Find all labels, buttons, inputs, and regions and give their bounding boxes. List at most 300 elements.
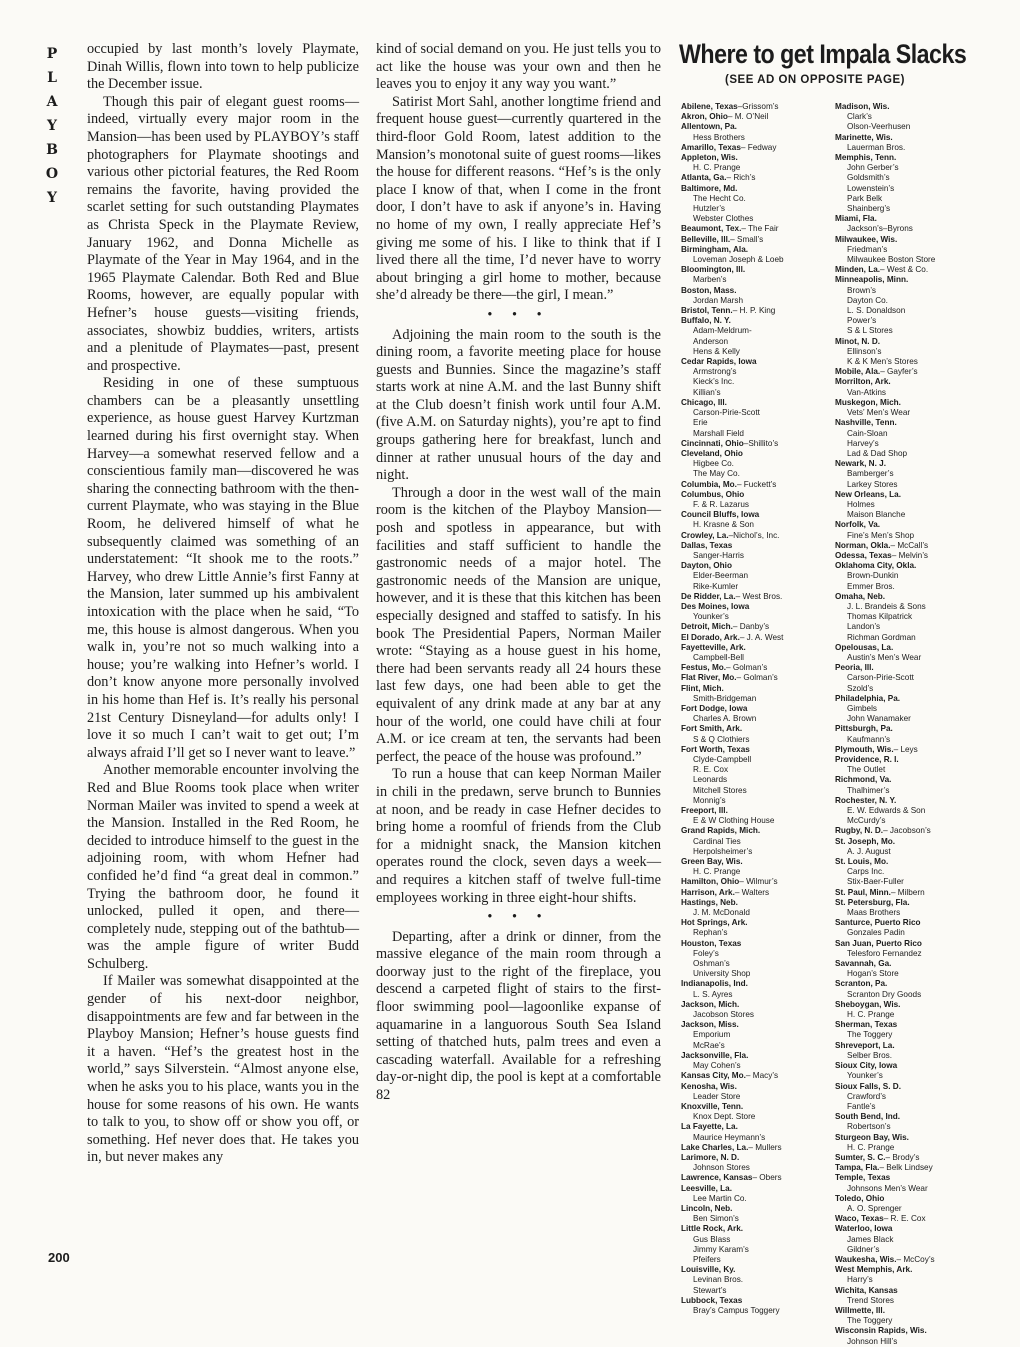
store-city — [681, 1020, 831, 1030]
store-name: Maison Blanche — [847, 510, 906, 520]
city-name: Crowley, La. — [681, 530, 729, 540]
article-paragraph: Through a door in the west wall of the main room is the kitchen of the Playboy Mansion—posh and spotless in appearance, but with facilities and staff sufficient to handle the gastronomic needs of a major hotel. The gastronomic needs of the Mansion are unique, however, and it is these that this kitchen has been especially designed and staffed to satisfy. In his book The Presidential Papers, Norman Mailer wrote: “Staying as a house guest in his home, there had been servants ready all 24 hours these last few days, one had been able to get the equivalent of any drink made at any bar at any hour of the world, one could have chili at four A.M. or ice cream at ten, the servants had been perfect, the peace of the house was profound.” — [376, 484, 661, 765]
city-name: Waukesha, Wis. — [835, 1254, 897, 1264]
store-name: Bamberger’s — [847, 469, 894, 479]
city-name: St. Louis, Mo. — [835, 857, 889, 867]
city-name: Rugby, N. D. — [835, 826, 884, 836]
store-city — [681, 602, 831, 612]
store-city — [681, 265, 831, 275]
city-name: Peoria, Ill. — [835, 663, 874, 673]
city-name: Larimore, N. D. — [681, 1152, 740, 1162]
store-city — [835, 755, 985, 765]
store-city — [835, 459, 985, 469]
store-name: Jacobson Stores — [693, 1010, 754, 1020]
masthead-letter: O — [45, 166, 59, 182]
city-name: Grand Rapids, Mich. — [681, 826, 761, 836]
store-name: Foley’s — [693, 948, 719, 958]
city-name: Atlanta, Ga. — [681, 173, 727, 183]
city-name: Lake Charles, La. — [681, 1142, 749, 1152]
city-name: Plymouth, Wis. — [835, 744, 894, 754]
store-name: H. C. Prange — [693, 163, 741, 173]
store-name: – Walters — [734, 887, 770, 897]
store-city — [681, 1265, 831, 1275]
city-name: Madison, Wis. — [835, 102, 890, 111]
masthead-letter: Y — [47, 118, 57, 134]
store-name: Oshman’s — [693, 959, 730, 969]
store-name: – West & Co. — [880, 265, 929, 275]
city-name: Marinette, Wis. — [835, 132, 893, 142]
store-city — [835, 592, 985, 602]
city-name: Pittsburgh, Pa. — [835, 724, 893, 734]
store-city — [835, 1082, 985, 1092]
store-city — [835, 1214, 985, 1224]
article-paragraph: Though this pair of elegant guest rooms—indeed, virtually every major room in the Mansion—has been used by PLAYBOY’s staff photographers for Playmate shootings and various other pictorial features, the Red Room remains the favorite, having provided the scarlet setting for such outstanding Playmates as Christa Speck in the Playmate Review, January 1962, and Donna Michelle as Playmate of the Year in May 1964, and in the 1965 Playmate Calendar. Both Red and Blue Rooms, however, are equally popular with Hefner’s house guests—visiting friends, associates, showbiz buddies, writers, artists and a plenitude of Playmates—past, present and prospective. — [87, 93, 359, 374]
store-city — [835, 235, 985, 245]
city-name: Willmette, Ill. — [835, 1305, 885, 1315]
store-name: Johnson Hill’s — [847, 1336, 898, 1346]
store-name: Larkey Stores — [847, 479, 898, 489]
city-name: Festus, Mo. — [681, 663, 727, 673]
store-name: Goldsmith’s — [847, 173, 890, 183]
store-city — [835, 1061, 985, 1071]
city-name: Norfolk, Va. — [835, 520, 881, 530]
masthead-letter: A — [46, 94, 58, 110]
store-city — [681, 449, 831, 459]
city-name: Odessa, Texas — [835, 550, 892, 560]
store-name: Marben’s — [693, 275, 727, 285]
city-name: Sioux City, Iowa — [835, 1061, 898, 1071]
store-name: – Danby’s — [732, 622, 770, 632]
store-name: Harry’s — [847, 1275, 873, 1285]
store-name: – Rich’s — [726, 173, 756, 183]
store-city — [835, 918, 985, 928]
store-name: – Golman’s — [736, 673, 778, 683]
city-name: Cleveland, Ohio — [681, 448, 743, 458]
store-name: – The Fair — [741, 224, 779, 234]
city-name: Newark, N. J. — [835, 459, 886, 469]
store-name: Holmes — [847, 499, 875, 509]
store-city — [835, 1153, 985, 1163]
store-city — [681, 673, 831, 683]
store-name: Cain-Sloan — [847, 428, 888, 438]
store-city — [681, 1224, 831, 1234]
store-name: A. J. August — [847, 846, 891, 856]
city-name: Freeport, Ill. — [681, 806, 728, 816]
store-city — [835, 663, 985, 673]
store-name: – Small’s — [730, 234, 764, 244]
store-name: Emmer Bros. — [847, 581, 895, 591]
city-name: Louisville, Ky. — [681, 1265, 736, 1275]
store-name: Gus Blass — [693, 1234, 731, 1244]
sidebar-subtitle: (SEE AD ON OPPOSITE PAGE) — [725, 74, 905, 86]
store-list-column-1 — [681, 102, 831, 1316]
store-city — [835, 643, 985, 653]
city-name: Council Bluffs, Iowa — [681, 510, 760, 520]
city-name: Amarillo, Texas — [681, 142, 741, 152]
store-city — [681, 1051, 831, 1061]
sidebar-title: Where to get Impala Slacks — [679, 39, 967, 69]
store-name: Richman Gordman — [847, 632, 916, 642]
city-name: Houston, Texas — [681, 938, 742, 948]
store-name: Landon’s — [847, 622, 881, 632]
city-name: Indianapolis, Ind. — [681, 979, 748, 989]
store-name: Herpolsheimer’s — [693, 846, 753, 856]
store-name: Ben Simon’s — [693, 1214, 739, 1224]
store-city — [835, 1041, 985, 1051]
store-name: The May Co. — [693, 469, 740, 479]
store-city — [835, 367, 985, 377]
store-city — [681, 1000, 831, 1010]
store-name: Lad & Dad Shop — [847, 448, 908, 458]
magazine-masthead-vertical — [40, 42, 64, 210]
store-city — [835, 837, 985, 847]
store-name: – Wilmur’s — [739, 877, 778, 887]
city-name: Bloomington, Ill. — [681, 265, 746, 275]
store-name: McCurdy’s — [847, 816, 886, 826]
store-name: – Milbern — [890, 887, 925, 897]
store-name: Jimmy Karam’s — [693, 1244, 749, 1254]
store-name: – J. A. West — [739, 632, 784, 642]
store-city — [835, 265, 985, 275]
store-name: Gimbels — [847, 703, 878, 713]
store-city — [835, 541, 985, 551]
city-name: Sturgeon Bay, Wis. — [835, 1132, 909, 1142]
store-name: Hutzler’s — [693, 204, 726, 214]
store-city — [835, 939, 985, 949]
store-name: – Jacobson’s — [883, 826, 931, 836]
store-city — [835, 377, 985, 387]
store-city — [681, 184, 831, 194]
store-city — [681, 1122, 831, 1132]
store-name: Johnson Stores — [693, 1163, 750, 1173]
store-name: Mitchell Stores — [693, 785, 747, 795]
store-name: Carson-Pirie-Scott — [847, 673, 914, 683]
city-name: Kenosha, Wis. — [681, 1081, 737, 1091]
store-city — [835, 275, 985, 285]
store-city — [681, 122, 831, 132]
store-name: Carson-Pirie-Scott — [693, 408, 760, 418]
store-name: Leader Store — [693, 1091, 741, 1101]
city-name: Lubbock, Texas — [681, 1295, 743, 1305]
city-name: Green Bay, Wis. — [681, 857, 743, 867]
store-city — [681, 235, 831, 245]
article-paragraph: If Mailer was somewhat disappointed at the gender of his next-door neighbor, disappointments are few and far between in the Playboy Mansion; Hefner’s house guests find it a haven. “Hef’s the greatest host in the world,” says Silverstein. “Almost anyone else, when he asks you to his place, wants you in the house for some reasons of his own. He wants to talk to you, to show off or show you off, or something. Hef never does that. He takes you in, but never makes any — [87, 973, 359, 1166]
store-city — [835, 857, 985, 867]
store-name: Stix-Baer-Fuller — [847, 877, 904, 887]
city-name: Sheboygan, Wis. — [835, 999, 901, 1009]
city-name: Baltimore, Md. — [681, 183, 738, 193]
store-city — [835, 551, 985, 561]
store-name: Milwaukee Boston Store — [847, 255, 936, 265]
masthead-letter: B — [46, 142, 58, 158]
store-name: Dayton Co. — [847, 295, 888, 305]
city-name: Allentown, Pa. — [681, 122, 737, 132]
store-city — [835, 153, 985, 163]
city-name: Birmingham, Ala. — [681, 244, 749, 254]
store-city — [835, 796, 985, 806]
store-name: L. S. Ayres — [693, 989, 733, 999]
impala-slacks-store-list — [679, 38, 967, 1346]
store-name: Bray’s Campus Toggery — [693, 1305, 780, 1315]
city-name: Flat River, Mo. — [681, 673, 737, 683]
store-name: S & Q Clothiers — [693, 734, 750, 744]
store-list-column-2 — [835, 102, 985, 1347]
store-city — [681, 286, 831, 296]
store-city — [681, 592, 831, 602]
city-name: Wisconsin Rapids, Wis. — [835, 1326, 927, 1336]
store-name: Lee Martin Co. — [693, 1193, 747, 1203]
store-city — [681, 173, 831, 183]
store-city — [835, 1133, 985, 1143]
store-name: Harvey’s — [847, 438, 879, 448]
store-city — [835, 694, 985, 704]
city-name: La Fayette, La. — [681, 1122, 738, 1132]
store-name: – Gayfer’s — [880, 367, 918, 377]
store-name: Anderson — [693, 336, 729, 346]
store-name: Thomas Kilpatrick — [847, 612, 913, 622]
store-name: The Hecht Co. — [693, 193, 746, 203]
store-city — [681, 622, 831, 632]
store-city — [835, 398, 985, 408]
city-name: Minot, N. D. — [835, 336, 881, 346]
city-name: Sumter, S. C. — [835, 1152, 886, 1162]
store-name: Scranton Dry Goods — [847, 989, 922, 999]
store-city — [681, 806, 831, 816]
store-city — [681, 1184, 831, 1194]
city-name: Morrilton, Ark. — [835, 377, 891, 387]
city-name: Bristol, Tenn. — [681, 306, 733, 316]
store-name: Higbee Co. — [693, 459, 734, 469]
article-column-2 — [376, 41, 661, 1105]
store-name: –Nichol’s, Inc. — [728, 530, 780, 540]
city-name: St. Joseph, Mo. — [835, 836, 896, 846]
city-name: Dallas, Texas — [681, 540, 733, 550]
store-name: The Outlet — [847, 765, 886, 775]
store-name: Telesforo Fernandez — [847, 948, 922, 958]
city-name: Fayetteville, Ark. — [681, 642, 746, 652]
store-city — [681, 663, 831, 673]
store-name: Erie — [693, 418, 708, 428]
city-name: Des Moines, Iowa — [681, 601, 750, 611]
store-name: –Shillito’s — [743, 438, 779, 448]
store-city — [835, 1112, 985, 1122]
city-name: San Juan, Puerto Rico — [835, 938, 922, 948]
store-city — [835, 1265, 985, 1275]
city-name: Abilene, Texas — [681, 102, 738, 111]
store-city — [681, 112, 831, 122]
city-name: Philadelphia, Pa. — [835, 693, 901, 703]
store-city — [681, 1102, 831, 1112]
store-name: – Brody’s — [885, 1152, 920, 1162]
store-city — [835, 1326, 985, 1336]
store-name: Ellinson’s — [847, 346, 882, 356]
city-name: Memphis, Tenn. — [835, 153, 897, 163]
store-city — [681, 316, 831, 326]
store-name: S & L Stores — [847, 326, 893, 336]
masthead-letter: P — [46, 46, 58, 62]
city-name: Buffalo, N. Y. — [681, 316, 731, 326]
store-name: H. C. Prange — [847, 1142, 895, 1152]
store-name: Kaufmann’s — [847, 734, 891, 744]
city-name: Beaumont, Tex. — [681, 224, 742, 234]
store-name: –Grissom’s — [737, 102, 779, 111]
store-name: Brown-Dunkin — [847, 571, 899, 581]
city-name: Lawrence, Kansas — [681, 1173, 753, 1183]
city-name: Knoxville, Tenn. — [681, 1101, 744, 1111]
city-name: Fort Smith, Ark. — [681, 724, 743, 734]
store-name: Park Belk — [847, 193, 883, 203]
article-paragraph: Departing, after a drink or dinner, from the massive elegance of the main room through a doorway just to the right of the fireplace, you descend a carpeted flight of stairs to the first-floor swimming pool—lagoonlike expanse of aquamarine in a languorous South Sea Island setting of thatched huts, palm trees and even a cascading waterfall. Available for a refreshing day-or-night dip, the pool is kept at a comfortable 82 — [376, 928, 661, 1104]
store-city — [681, 979, 831, 989]
city-name: Hastings, Neb. — [681, 897, 738, 907]
city-name: Columbus, Ohio — [681, 489, 745, 499]
store-name: J. L. Brandeis & Sons — [847, 601, 926, 611]
store-city — [681, 1071, 831, 1081]
city-name: Mobile, Ala. — [835, 367, 881, 377]
city-name: Scranton, Pa. — [835, 979, 888, 989]
store-name: Levinan Bros. — [693, 1275, 744, 1285]
store-name: Maas Brothers — [847, 908, 901, 918]
store-name: Killian’s — [693, 387, 721, 397]
article-paragraph: To run a house that can keep Norman Mailer in chili in the predawn, serve brunch to Bunnies at noon, and be ready in case Hefner decides to bring home a roomful of friends from the Club for a midnight snack, the Mansion kitchen operates round the clock, seven days a week—and requires a kitchen staff of twelve full-time employees working in three eight-hour shifts. — [376, 766, 661, 906]
city-name: Shreveport, La. — [835, 1040, 895, 1050]
store-city — [681, 357, 831, 367]
article-column-1 — [87, 41, 359, 1167]
store-name: Kieck’s Inc. — [693, 377, 735, 387]
store-name: Armstrong’s — [693, 367, 737, 377]
store-name: Vets’ Men’s Wear — [847, 408, 911, 418]
city-name: Fort Worth, Texas — [681, 744, 750, 754]
city-name: Minneapolis, Minn. — [835, 275, 909, 285]
article-paragraph: Residing in one of these sumptuous chambers can be a pleasantly unsettling experience, as house guest Harvey Kurtzman learned during his first overnight stay. When Harvey—a somewhat reserved fellow and a conscientious family man—discovered he was sharing the connecting bathroom with the then-current Playmate, who was staying in the Blue Room, he delivered himself of what he subsequently claimed was something of an understatement: “It shook me to the roots.” Harvey, who drew Little Annie’s first Fanny at the Mansion, later summed up his ambivalent intoxication with the place when he said, “To me, this house is almost dangerous. When you walk in, you’re not so much walking into a house; you’re walking into Hefner’s world. I don’t know anyone more personally involved in his home than Hef is. It’s really his personal 21st Century Disneyland—for adults only! I love it so much I can’t wait to get out; I’m always afraid I’ll get so I never want to leave.” — [87, 375, 359, 761]
city-name: Hamilton, Ohio — [681, 877, 740, 887]
city-name: Norman, Okla. — [835, 540, 891, 550]
store-name: Olson-Veerhusen — [847, 122, 911, 132]
store-name: Thalhimer’s — [847, 785, 890, 795]
store-city — [681, 510, 831, 520]
store-city — [835, 775, 985, 785]
store-name: The Toggery — [847, 1030, 893, 1040]
store-name: Stewart’s — [693, 1285, 727, 1295]
store-name: Brown’s — [847, 285, 876, 295]
section-break: • • • — [487, 909, 550, 926]
store-name: Campbell-Bell — [693, 652, 744, 662]
store-name: Friedman’s — [847, 244, 888, 254]
store-name: – Obers — [752, 1173, 782, 1183]
store-name: Rephan’s — [693, 928, 728, 938]
city-name: Waterloo, Iowa — [835, 1224, 893, 1234]
city-name: Miami, Fla. — [835, 214, 877, 224]
city-name: Savannah, Ga. — [835, 959, 892, 969]
store-name: Smith-Bridgeman — [693, 693, 757, 703]
store-name: R. E. Cox — [693, 765, 729, 775]
store-city — [681, 561, 831, 571]
city-name: Milwaukee, Wis. — [835, 234, 898, 244]
city-name: Oklahoma City, Okla. — [835, 561, 917, 571]
store-name: Gonzales Padin — [847, 928, 905, 938]
store-name: H. C. Prange — [693, 867, 741, 877]
store-city — [681, 531, 831, 541]
store-name: McRae’s — [693, 1040, 725, 1050]
store-name: Pfeifers — [693, 1254, 721, 1264]
store-name: – M. O’Neil — [727, 112, 769, 122]
store-city — [681, 643, 831, 653]
store-city — [835, 490, 985, 500]
store-city — [681, 1082, 831, 1092]
store-name: Gildner’s — [847, 1244, 880, 1254]
store-name: Shainberg’s — [847, 204, 891, 214]
store-city — [835, 1000, 985, 1010]
store-name: L. S. Donaldson — [847, 306, 906, 316]
store-city — [681, 1153, 831, 1163]
store-city — [835, 1163, 985, 1173]
store-name: – McCoy’s — [896, 1254, 935, 1264]
city-name: St. Petersburg, Fla. — [835, 897, 910, 907]
store-name: Younker’s — [847, 1071, 883, 1081]
city-name: South Bend, Ind. — [835, 1112, 901, 1122]
store-name: Marshall Field — [693, 428, 744, 438]
store-name: Van-Atkins — [847, 387, 886, 397]
masthead-letter: L — [47, 70, 57, 86]
store-city — [835, 1306, 985, 1316]
city-name: Providence, R. I. — [835, 755, 899, 764]
article-paragraph: Adjoining the main room to the south is the dining room, a favorite meeting place for house guests and Bunnies. Since the magazine’s staff starts work at nine A.M. and the last Bunny shift at the Club doesn’t finish work until four A.M. (five A.M. on Saturday nights), you’re apt to find groups gathering here for breakfast, lunch and dinner at rather unusual hours of the day and night. — [376, 326, 661, 484]
city-name: Appleton, Wis. — [681, 153, 738, 163]
store-name: – Golman’s — [726, 663, 768, 673]
article-paragraph: Another memorable encounter involving the Red and Blue Rooms took place when writer Norman Mailer was invited to spend a week at the Mansion. Installed in the Red Room, he decided to introduce himself to the guest in the adjoining room, with whom Hefner had confided he’d find “a great deal in common.” Trying the bathroom door, he found it unlocked, pulled it open, and there—completely nude, stepping out of the bathtub—was the ample figure of writer Budd Schulberg. — [87, 762, 359, 972]
city-name: Chicago, Ill. — [681, 397, 727, 407]
store-name: Fantle’s — [847, 1101, 876, 1111]
store-name: Adam-Meldrum- — [693, 326, 752, 336]
store-name: Carps Inc. — [847, 867, 885, 877]
store-city — [835, 418, 985, 428]
store-city — [681, 633, 831, 643]
store-name: Maurice Heymann’s — [693, 1132, 766, 1142]
store-city — [835, 1224, 985, 1234]
article-paragraph: kind of social demand on you. He just tells you to act like the house was your own and then he leaves you to enjoy it any way you want.” — [376, 41, 661, 93]
city-name: Toledo, Ohio — [835, 1193, 885, 1203]
section-break: • • • — [487, 306, 550, 323]
store-city — [681, 398, 831, 408]
store-name: Hogan’s Store — [847, 969, 899, 979]
store-city — [835, 1286, 985, 1296]
store-name: Robertson’s — [847, 1122, 891, 1132]
city-name: Cedar Rapids, Iowa — [681, 357, 757, 367]
city-name: Santurce, Puerto Rico — [835, 918, 921, 928]
store-name: Webster Clothes — [693, 214, 754, 224]
store-name: Rike-Kumler — [693, 581, 739, 591]
store-city — [681, 439, 831, 449]
city-name: Minden, La. — [835, 265, 881, 275]
store-name: Austin’s Men’s Wear — [847, 652, 922, 662]
city-name: Boston, Mass. — [681, 285, 737, 295]
store-name: Knox Dept. Store — [693, 1112, 756, 1122]
store-name: Johnsons Men’s Wear — [847, 1183, 928, 1193]
store-name: A. O. Sprenger — [847, 1203, 902, 1213]
store-name: – Leys — [893, 744, 918, 754]
store-name: – Mullers — [748, 1142, 782, 1152]
store-name: Jackson’s–Byrons — [847, 224, 913, 234]
city-name: Sioux Falls, S. D. — [835, 1081, 901, 1091]
city-name: Jackson, Miss. — [681, 1020, 739, 1030]
store-city — [681, 826, 831, 836]
city-name: Rochester, N. Y. — [835, 795, 897, 805]
city-name: Akron, Ohio — [681, 112, 728, 122]
store-city — [681, 939, 831, 949]
store-name: Clyde-Campbell — [693, 755, 752, 764]
city-name: Lincoln, Neb. — [681, 1203, 733, 1213]
store-city — [835, 826, 985, 836]
